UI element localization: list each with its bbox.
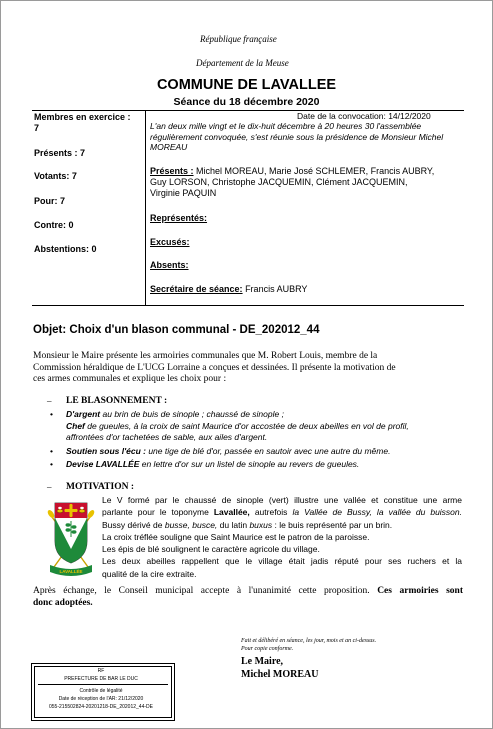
- bl4-bold: Devise LAVALLÉE: [66, 459, 140, 469]
- mot-line-4: La croix tréflée souligne que Saint Maurice est le patron de la paroisse.: [102, 531, 370, 542]
- para1-line-3: ces armes communales et explique les choix pour :: [33, 374, 227, 384]
- motivation-dash: –: [47, 482, 52, 492]
- maire-label: Le Maire,: [241, 656, 284, 667]
- conclusion-paragraph: [33, 586, 463, 609]
- republique-label: République française: [200, 34, 277, 44]
- presents-line-1: Michel MOREAU, Marie José SCHLEMER, Francis AUBRY,: [193, 166, 435, 176]
- fait-line-2: Pour copie conforme.: [241, 646, 294, 652]
- conclusion-bold-2: donc adoptées.: [33, 597, 93, 608]
- membres-label: Membres en exercice :: [34, 112, 131, 122]
- bl1-text: au brin de buis de sinople ; chaussé de sinople ;: [100, 409, 284, 419]
- mot-line-7: qualité de la cire extraite.: [102, 568, 197, 579]
- bullet-3-dot: •: [50, 459, 53, 469]
- prefecture-stamp: [31, 663, 175, 721]
- motto-text: LAVALLÉE: [59, 569, 83, 574]
- presents-line-2: Guy LORSON, Christophe JACQUEMIN, Clément JACQUEMIN,: [150, 177, 408, 187]
- table-divider: [145, 110, 146, 305]
- bl2-bold: Chef: [66, 421, 85, 431]
- presents-list: [150, 166, 480, 199]
- mot-line-5: Les épis de blé soulignent le caractère agricole du village.: [102, 544, 320, 555]
- objet-title: Objet: Choix d'un blason communal - DE_202012_44: [33, 324, 320, 336]
- secretaire-label: Secrétaire de séance:: [150, 284, 243, 294]
- fait-line-1: Fait et délibéré en séance, les jour, mois et an ci-dessus.: [241, 638, 377, 644]
- bullet-2-dot: •: [50, 446, 53, 456]
- bl4-text: en lettre d'or sur un listel de sinople au revers de gueules.: [139, 459, 360, 469]
- contre-count: Contre: 0: [34, 220, 74, 230]
- motivation-title: MOTIVATION :: [66, 482, 135, 492]
- bullet-1-dot: •: [50, 409, 53, 419]
- representes-label: Représentés:: [150, 213, 208, 223]
- intro-paragraph: [33, 351, 463, 386]
- para1-line-1: Monsieur le Maire présente les armoiries communales que M. Robert Louis, membre de la: [33, 351, 378, 361]
- blason-line-1: [66, 409, 284, 420]
- motivation-text: [102, 494, 462, 580]
- bl3-text: une tige de blé d'or, passée en sautoir avec une autre du même.: [145, 446, 391, 456]
- blason-line-2: [66, 421, 409, 432]
- intro-line-1: L'an deux mille vingt et le dix-huit décembre à 20 heures 30 l'assemblée: [150, 121, 422, 131]
- blason-line-3: [66, 446, 390, 457]
- bl3-bold: Soutien sous l'écu :: [66, 446, 146, 456]
- intro-line-2: régulièrement convoquée, s'est réunie sous la présidence de Monsieur Michel: [150, 131, 444, 142]
- bl1-bold: D'argent: [66, 409, 101, 419]
- blason-line-4: [66, 459, 359, 470]
- departement-label: Département de la Meuse: [196, 58, 289, 68]
- mot-line-6: Les deux abeilles rappellent que le village était jadis réputé pour ses ruchers et la: [102, 556, 462, 567]
- mot-line-2: parlante pour le toponyme Lavallée, autrefois la Vallée de Bussy, la vallée du buisson.: [102, 507, 463, 518]
- pour-count: Pour: 7: [34, 196, 66, 206]
- intro-line-3: MOREAU: [150, 142, 188, 152]
- stamp-controle: Contrôle de légalité: [79, 688, 123, 694]
- excuses-label: Excusés:: [150, 237, 190, 247]
- blason-line-2b: affrontées d'or tachetées de sable, aux ailes d'argent.: [66, 432, 268, 442]
- abstentions-count: Abstentions: 0: [34, 244, 97, 254]
- votants-count: Votants: 7: [34, 171, 77, 181]
- conclusion-text: Après échange, le Conseil municipal accepte à l'unanimité cette proposition.: [33, 586, 378, 596]
- presents-count: Présents : 7: [34, 148, 86, 158]
- conclusion-bold: Ces armoiries sont: [377, 586, 463, 596]
- presents-line-3: Virginie PAQUIN: [150, 188, 217, 198]
- membres-value: 7: [34, 123, 40, 133]
- blasonnement-dash: –: [47, 396, 52, 406]
- stamp-ref: 055-215502824-20201218-DE_202012_44-DE: [49, 704, 153, 710]
- coat-of-arms-icon: [46, 497, 96, 579]
- secretaire-row: [150, 284, 480, 295]
- stamp-date: Date de réception de l'AR: 21/12/2020: [58, 696, 144, 702]
- bl2-text: de gueules, à la croix de saint Maurice d'or accostée de deux abeilles en vol de profil,: [84, 421, 409, 431]
- stamp-prefecture: PREFECTURE DE BAR LE DUC: [64, 676, 138, 682]
- stamp-rule: [38, 684, 168, 685]
- mot-line-3: Bussy dérivé de busse, busce, du latin buxus : le buis représenté par un brin.: [102, 519, 393, 530]
- presents-label: Présents :: [150, 166, 194, 176]
- blasonnement-title: LE BLASONNEMENT :: [66, 396, 168, 406]
- maire-name: Michel MOREAU: [241, 669, 319, 680]
- secretaire-name: Francis AUBRY: [242, 284, 308, 294]
- mot-line-1: Le V formé par le chaussé de sinople (vert) illustre une vallée et constitue une arme: [102, 495, 462, 505]
- seance-date: Séance du 18 décembre 2020: [173, 96, 320, 108]
- absents-label: Absents:: [150, 260, 189, 270]
- para1-line-2: Commission héraldique de L'UCG Lorraine a conçues et dessinées. Il présente la motivation de: [33, 362, 396, 373]
- table-bottom-rule: [32, 305, 464, 306]
- convocation-date: Date de la convocation: 14/12/2020: [297, 111, 431, 121]
- session-intro: [150, 121, 460, 153]
- commune-title: COMMUNE DE LAVALLEE: [156, 77, 337, 93]
- stamp-rf: RF: [97, 668, 105, 674]
